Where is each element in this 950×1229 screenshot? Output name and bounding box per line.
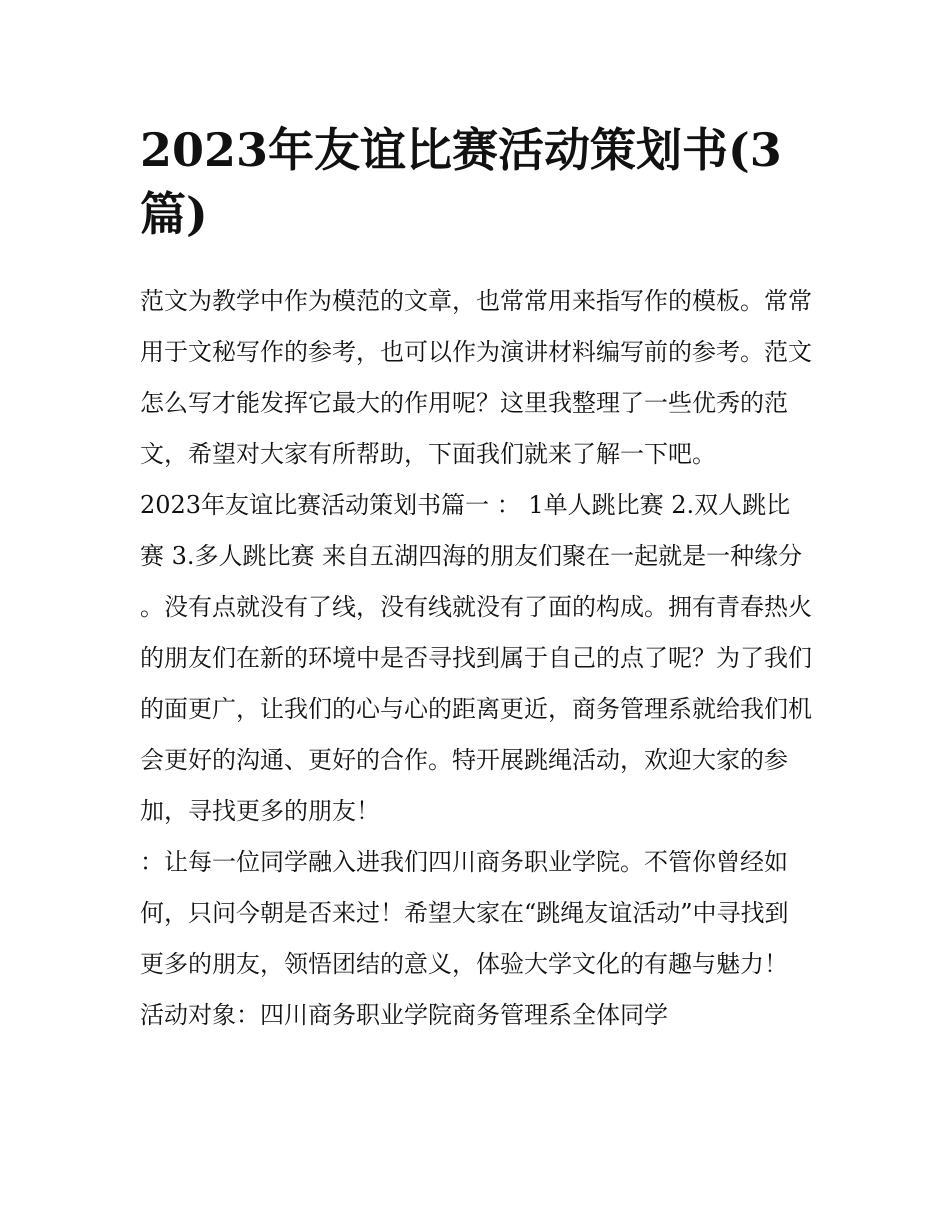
document-body bbox=[140, 276, 812, 1041]
paragraph-competition-items: 2023年友谊比赛活动策划书篇一 ： 1单人跳比赛 2.双人跳比赛 3.多人跳比赛 来自五湖四海的朋友们聚在一起就是一种缘分 bbox=[140, 491, 803, 570]
document-title: 2023年友谊比赛活动策划书(3篇) bbox=[140, 123, 782, 241]
paragraph-background: 。没有点就没有了线，没有线就没有了面的构成。拥有青春热火的朋友们在新的环境中是否寻找到属于自己的点了呢？为了我们的面更广，让我们的心与心的距离更近，商务管理系就给我们机会更好的沟通、更好的合作。特开展跳绳活动，欢迎大家的参加，寻找更多的朋友！ bbox=[140, 593, 812, 825]
paragraph-participants: 活动对象：四川商务职业学院商务管理系全体同学 bbox=[140, 1001, 668, 1029]
paragraph-purpose: ：让每一位同学融入进我们四川商务职业学院。不管你曾经如何，只问今朝是否来过！希望大家在“跳绳友谊活动”中寻找到更多的朋友，领悟团结的意义，体验大学文化的有趣与魅力！ bbox=[140, 848, 789, 978]
document-page bbox=[140, 0, 812, 1229]
paragraph-intro: 范文为教学中作为模范的文章，也常常用来指写作的模板。常常用于文秘写作的参考，也可以作为演讲材料编写前的参考。范文怎么写才能发挥它最大的作用呢？这里我整理了一些优秀的范文，希望对大家有所帮助，下面我们就来了解一下吧。 bbox=[140, 287, 812, 468]
